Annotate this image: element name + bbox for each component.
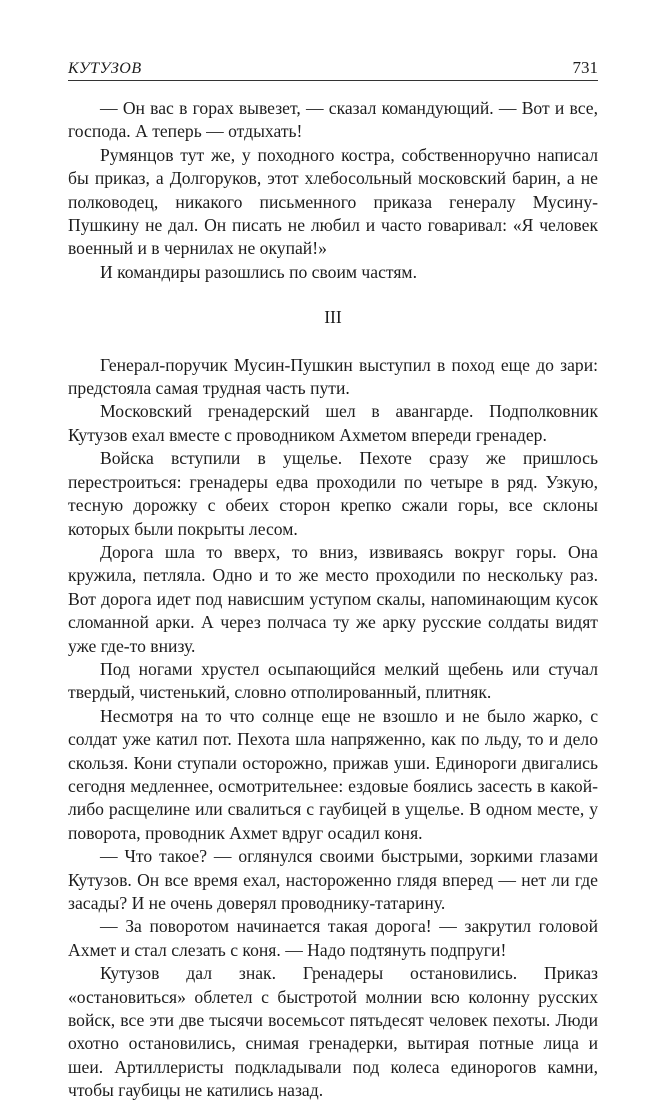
paragraph: И командиры разошлись по своим частям. (100, 261, 417, 282)
paragraph: Войска вступили в ущелье. Пехоте сразу же пришлось перестроиться: гренадеры едва проходили по четыре в ряд. Узкую, тесную дорожку с обеих сторон крепко сжали горы, все склоны которых были покрыты лесом. (68, 448, 598, 539)
paragraph: Под ногами хрустел осыпающийся мелкий щебень или стучал твердый, чистенький, словно отполированный, плитняк. (68, 658, 598, 703)
page-number: 731 (572, 58, 598, 77)
running-title: КУТУЗОВ (68, 60, 142, 77)
body-text (68, 97, 598, 1103)
paragraph: — Он вас в горах вывезет, — сказал командующий. — Вот и все, господа. А теперь — отдыхать! (68, 98, 598, 142)
paragraph: Румянцов тут же, у походного костра, собственноручно написал бы приказ, а Долгоруков, этот хлебосольный московский барин, а не полководец, никакого письменного приказа генералу Мусину-Пушкину не дал. Он писать не любил и часто говаривал: «Я человек военный и в чернилах не окупай!» (68, 144, 598, 259)
paragraph: Московский гренадерский шел в авангарде. Подполковник Кутузов ехал вместе с проводником Ахметом впереди гренадер. (68, 401, 598, 445)
paragraph: Кутузов дал знак. Гренадеры остановились. Приказ «остановиться» облетел с быстротой молнии всю колонну русских войск, все эти две тысячи восемьсот пятьдесят человек пехоты. Люди охотно остановились, снимая гренадерки, вытирая потные лица и шеи. Артиллеристы подкладывали под колеса единорогов камни, чтобы гаубицы не катились назад. (68, 963, 598, 1101)
paragraph: — За поворотом начинается такая дорога! — закрутил головой Ахмет и стал слезать с коня. — Надо подтянуть подпруги! (68, 916, 598, 960)
book-page (68, 56, 598, 1103)
section-heading: III (324, 307, 342, 328)
paragraph: — Что такое? — оглянулся своими быстрыми, зоркими глазами Кутузов. Он все время ехал, настороженно глядя вперед — нет ли где засады? И не очень доверял проводнику-татарину. (68, 846, 598, 913)
paragraph: Дорога шла то вверх, то вниз, извиваясь вокруг горы. Она кружила, петляла. Одно и то же место проходили по нескольку раз. Вот дорога идет под нависшим уступом скалы, напоминающим кусок сломанной арки. А через полчаса ту же арку русские солдаты видят уже где-то внизу. (68, 541, 598, 656)
paragraph: Генерал-поручик Мусин-Пушкин выступил в поход еще до зари: предстояла самая трудная часть пути. (68, 354, 598, 399)
paragraph: Несмотря на то что солнце еще не взошло и не было жарко, с солдат уже катил пот. Пехота шла напряженно, как по льду, то и дело скользя. Кони ступали осторожно, прижав уши. Единороги двигались сегодня медленнее, осмотрительнее: ездовые боялись засесть в какой-либо расщелине или свалиться с гаубицей в ущелье. В одном месте, у поворота, проводник Ахмет вдруг осадил коня. (68, 705, 598, 843)
page-header (68, 56, 598, 81)
